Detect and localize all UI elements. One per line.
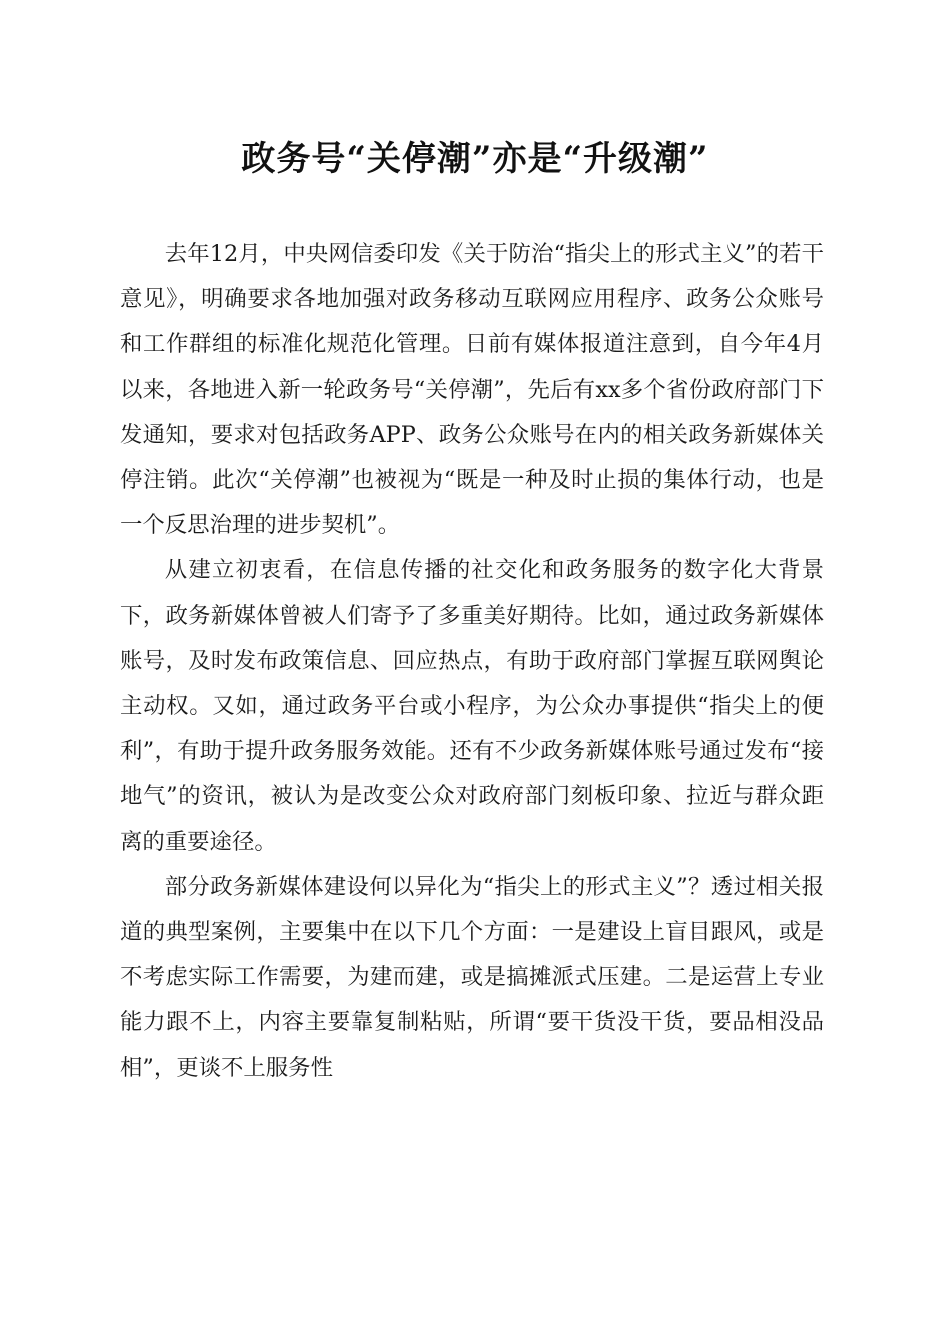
document-title: 政务号“关停潮”亦是“升级潮” — [241, 139, 709, 179]
paragraph: 部分政务新媒体建设何以异化为“指尖上的形式主义”？透过相关报道的典型案例，主要集中在以下几个方面：一是建设上盲目跟风，或是不考虑实际工作需要，为建而建，或是搞摊派式压建。二是运营上专业能力跟不上，内容主要靠复制粘贴，所谓“要干货没干货，要品相没品相”，更谈不上服务性 — [120, 873, 824, 1081]
paragraph: 从建立初衷看，在信息传播的社交化和政务服务的数字化大背景下，政务新媒体曾被人们寄予了多重美好期待。比如，通过政务新媒体账号，及时发布政策信息、回应热点，有助于政府部门掌握互联网舆论主动权。又如，通过政务平台或小程序，为公众办事提供“指尖上的便利”，有助于提升政务服务效能。还有不少政务新媒体账号通过发布“接地气”的资讯，被认为是改变公众对政府部门刻板印象、拉近与群众距离的重要途径。 — [120, 557, 824, 855]
document-body — [120, 232, 824, 1091]
paragraph: 去年12月，中央网信委印发《关于防治“指尖上的形式主义”的若干意见》，明确要求各地加强对政务移动互联网应用程序、政务公众账号和工作群组的标准化规范化管理。日前有媒体报道注意到，自今年4月以来，各地进入新一轮政务号“关停潮”，先后有xx多个省份政府部门下发通知，要求对包括政务APP、政务公众账号在内的相关政务新媒体关停注销。此次“关停潮”也被视为“既是一种及时止损的集体行动，也是一个反思治理的进步契机”。 — [120, 241, 824, 539]
